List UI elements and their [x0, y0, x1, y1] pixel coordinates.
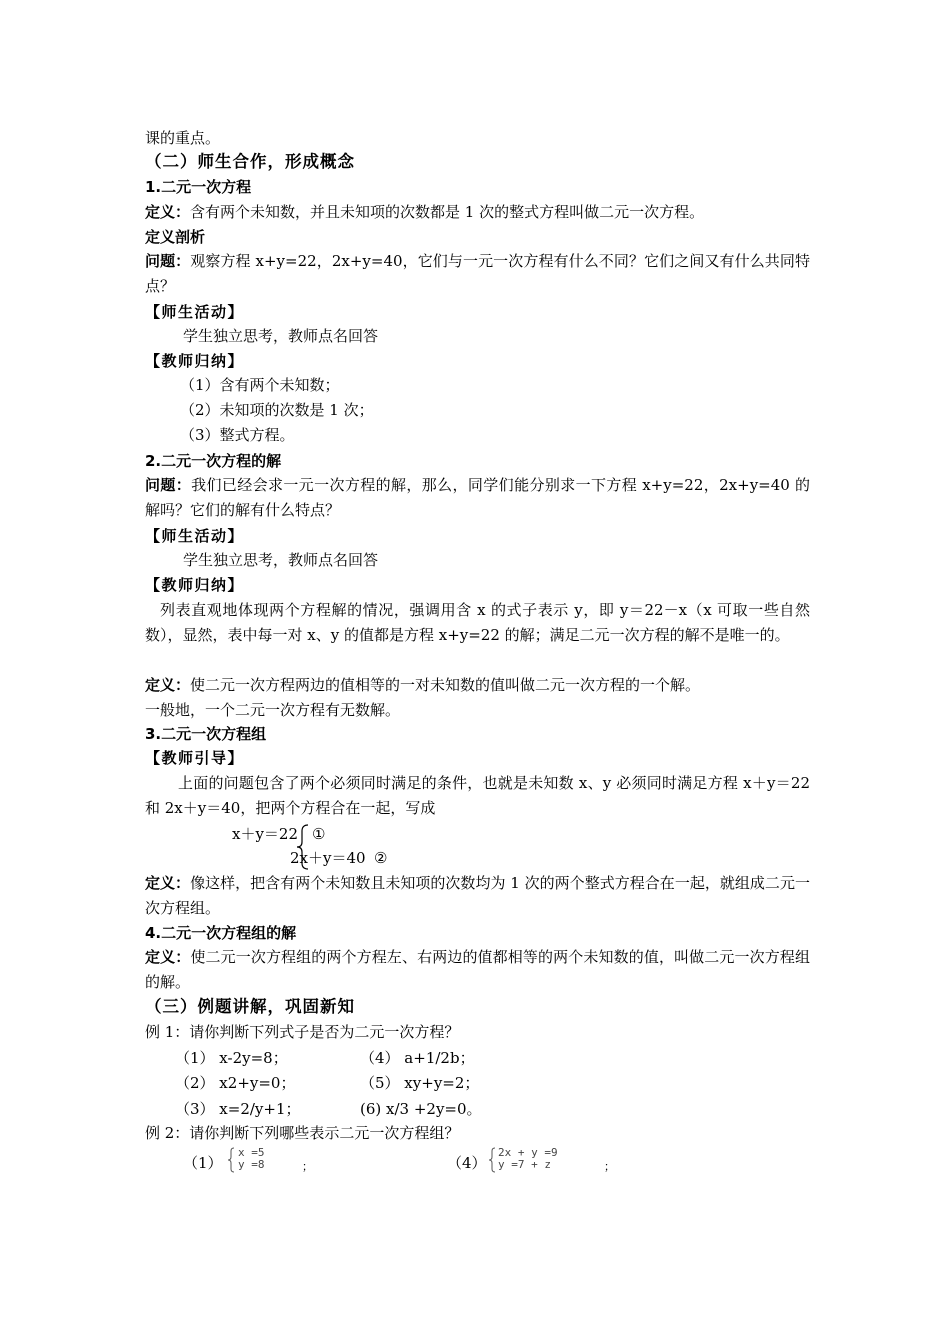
definition-label: 定义：: [145, 203, 191, 221]
definition-label: 定义：: [145, 874, 191, 892]
example-title: 例 1：请你判断下列式子是否为二元一次方程？: [145, 1023, 460, 1041]
summary-heading: 【教师归纳】: [145, 576, 245, 594]
section-heading: （二）师生合作，形成概念: [145, 152, 355, 171]
system-equation: 2x + y =9: [498, 1146, 558, 1159]
separator: ；: [604, 1160, 615, 1173]
subheading: 2.二元一次方程的解: [145, 452, 282, 470]
example-item: （1） x-2y=8；: [175, 1049, 288, 1067]
text-line: 课的重点。: [145, 129, 221, 147]
subheading: 4.二元一次方程组的解: [145, 924, 297, 942]
example-item: (6) x/3 +2y=0。: [360, 1100, 482, 1118]
example-item: （5） xy+y=2；: [360, 1074, 480, 1092]
definition-label: 定义：: [145, 948, 191, 966]
section-heading: （三）例题讲解，巩固新知: [145, 997, 355, 1016]
definition: [145, 871, 810, 921]
system-equation: x =5: [238, 1146, 265, 1159]
question-text: 观察方程 x+y=22，2x+y=40，它们与一元一次方程有什么不同？它们之间又有什么共同特点？: [145, 252, 810, 295]
example-number: （1）: [183, 1154, 223, 1172]
equation-marker: ②: [374, 849, 388, 867]
subheading: 1.二元一次方程: [145, 178, 252, 196]
text-line: 一般地，一个二元一次方程有无数解。: [145, 701, 401, 719]
definition: [145, 200, 810, 224]
separator: ；: [302, 1160, 313, 1173]
equation-marker: ①: [312, 825, 326, 843]
guide-text: 上面的问题包含了两个必须同时满足的条件，也就是未知数 x、y 必须同时满足方程 x＋y＝22 和 2x＋y＝40，把两个方程合在一起，写成: [145, 774, 810, 817]
definition-label: 定义：: [145, 676, 191, 694]
example-item: （2） x2+y=0；: [175, 1074, 296, 1092]
activity-text: 学生独立思考，教师点名回答: [183, 327, 379, 345]
question-label: 问题：: [145, 252, 191, 270]
example-item: （4） a+1/2b；: [360, 1049, 475, 1067]
question: [145, 249, 810, 299]
list-item: （1）含有两个未知数；: [180, 376, 340, 394]
definition-text: 含有两个未知数，并且未知项的次数都是 1 次的整式方程叫做二元一次方程。: [190, 203, 705, 221]
definition-text: 使二元一次方程两边的值相等的一对未知数的值叫做二元一次方程的一个解。: [190, 676, 701, 694]
definition-text: 使二元一次方程组的两个方程左、右两边的值都相等的两个未知数的值，叫做二元一次方程组的解。: [145, 948, 810, 991]
system-equation: y =8: [238, 1158, 265, 1171]
example-number: （4）: [447, 1154, 487, 1172]
question: [145, 473, 810, 523]
guide-heading: 【教师引导】: [145, 749, 245, 767]
subheading: 3.二元一次方程组: [145, 725, 267, 743]
definition: [145, 945, 810, 995]
system-equation: y =7 + z: [498, 1158, 551, 1171]
summary-heading: 【教师归纳】: [145, 352, 245, 370]
list-item: （2）未知项的次数是 1 次；: [180, 401, 374, 419]
question-label: 问题：: [145, 476, 192, 494]
summary-text: 列表直观地体现两个方程解的情况，强调用含 x 的式子表示 y，即 y＝22－x（x 可取一些自然数），显然，表中每一对 x、y 的值都是方程 x+y=22 的解；满足二元一次方程的解不是唯一的。: [145, 601, 810, 644]
definition-text: 像这样，把含有两个未知数且未知项的次数均为 1 次的两个整式方程合在一起，就组成二元一次方程组。: [145, 874, 810, 917]
brace-icon: [226, 1147, 236, 1173]
list-item: （3）整式方程。: [180, 426, 295, 444]
example-title: 例 2：请你判断下列哪些表示二元一次方程组？: [145, 1124, 460, 1142]
question-text: 我们已经会求一元一次方程的解，那么，同学们能分别求一下方程 x+y=22，2x+y=40 的解吗？它们的解有什么特点？: [145, 476, 810, 519]
equation-1: x＋y＝22: [232, 825, 299, 843]
activity-heading: 【师生活动】: [145, 527, 245, 545]
activity-heading: 【师生活动】: [145, 303, 245, 321]
activity-text: 学生独立思考，教师点名回答: [183, 551, 379, 569]
equation-2: 2x＋y＝40: [290, 849, 366, 867]
subheading: 定义剖析: [145, 228, 206, 246]
brace-icon: [487, 1147, 497, 1173]
example-item: （3） x=2/y+1；: [175, 1100, 301, 1118]
definition: [145, 673, 810, 697]
